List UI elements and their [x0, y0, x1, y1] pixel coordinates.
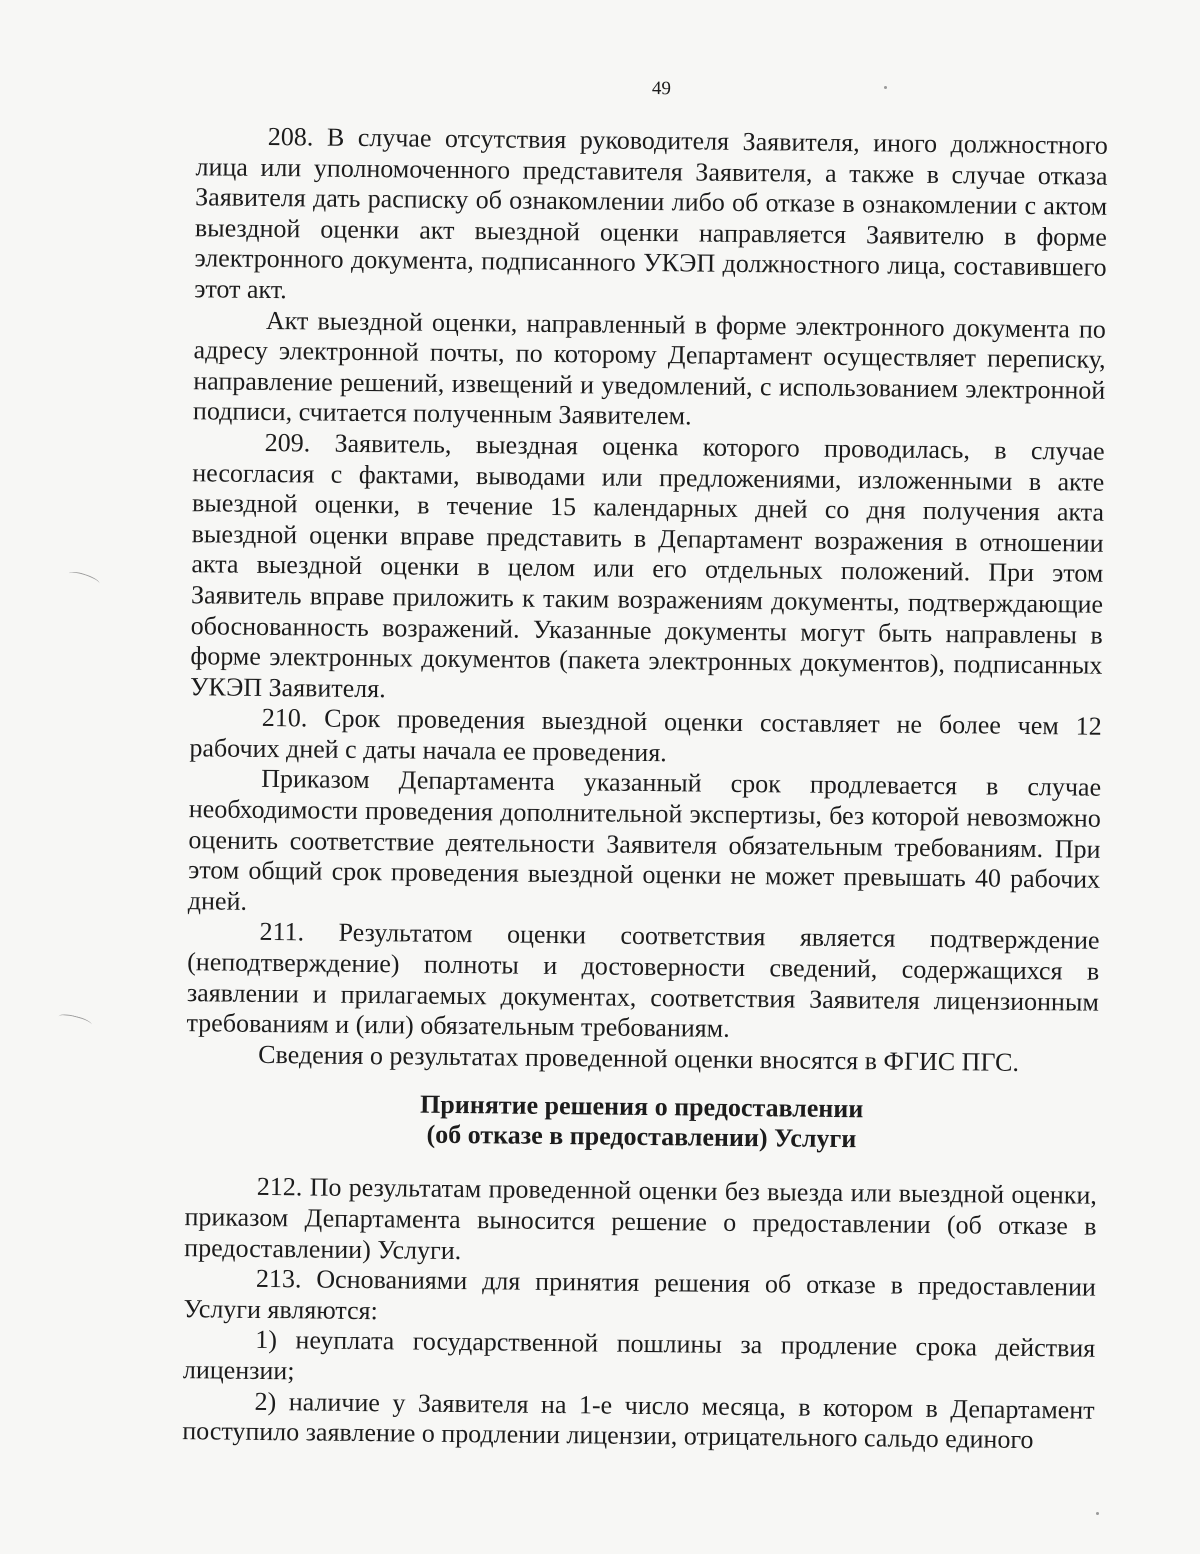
scan-speck — [1096, 1512, 1099, 1515]
page-number: 49 — [651, 77, 672, 100]
paragraph-fgis-record: Сведения о результатах проведенной оценки вносятся в ФГИС ПГС. — [258, 1039, 1020, 1077]
paragraph-act-delivery: Акт выездной оценки, направленный в форме электронного документа по адресу электронной почты, по которому Департамент осуществляет переписку, направление решений, извещений и уведомлений, с использованием электронной подписи, считается полученным Заявителем. — [192, 305, 1107, 431]
paragraph-term-extension: Приказом Департамента указанный срок продлевается в случае необходимости проведения дополнительной экспертизы, без которой невозможно оценить соответствие деятельности Заявителя обязательным требованиям. При этом общий срок проведения выездной оценки не может превышать 40 рабочих дней. — [187, 764, 1102, 916]
list-item-2: 2) наличие у Заявителя на 1-е число месяца, в котором в Департамент поступило заявление о продлении лицензии, отрицательного сальдо единого — [182, 1386, 1095, 1455]
paragraph-210: 210. Срок проведения выездной оценки составляет не более чем 12 рабочих дней с даты начала ее проведения. — [189, 703, 1102, 768]
paragraph-213: 213. Основаниями для принятия решения об отказе в предоставлении Услуги являются: — [183, 1264, 1097, 1325]
paragraph-208: 208. В случае отсутствия руководителя Заявителя, иного должностного лица или уполномоченного представителя Заявителя, а также в случае отказа Заявителя дать расписку об ознакомлении либо об отказе в ознакомлении с актом выездной оценки акт выездной оценки направляется Заявителю в форме электронного документа, подписанного УКЭП должностного лица, составившего этот акт. — [194, 121, 1108, 305]
scan-speck — [884, 86, 887, 89]
section-heading-line-1: Принятие решения о предоставлении — [419, 1090, 864, 1124]
paragraph-209: 209. Заявитель, выездная оценка которого проводилась, в случае несогласия с фактами, выводами или предложениями, изложенными в акте выездной оценки, в течение 15 календарных дней со дня получения акта выездной оценки вправе представить в Департамент возражения в отношении акта выездной оценки в целом или его отдельных положений. При этом Заявитель вправе приложить к таким возражениям документы, подтверждающие обоснованность возражений. Указанные документы могут быть направлены в форме электронных документов (пакета электронных документов), подписанных УКЭП Заявителя. — [189, 427, 1105, 703]
document-body — [182, 121, 1108, 1456]
paragraph-211: 211. Результатом оценки соответствия является подтверждение (неподтверждение) полноты и достоверности сведений, содержащихся в заявлении и прилагаемых документах, соответствия Заявителя лицензионным требованиям и (или) обязательным требованиям. — [186, 917, 1100, 1044]
section-heading — [185, 1088, 1098, 1158]
paragraph-212: 212. По результатам проведенной оценки без выезда или выездной оценки, приказом Департамента выносится решение о предоставлении (об отказе в предоставлении) Услуги. — [184, 1172, 1097, 1265]
section-heading-line-2: (об отказе в предоставлении) Услуги — [426, 1120, 857, 1154]
list-item-1: 1) неуплата государственной пошлины за продление срока действия лицензии; — [182, 1325, 1096, 1386]
